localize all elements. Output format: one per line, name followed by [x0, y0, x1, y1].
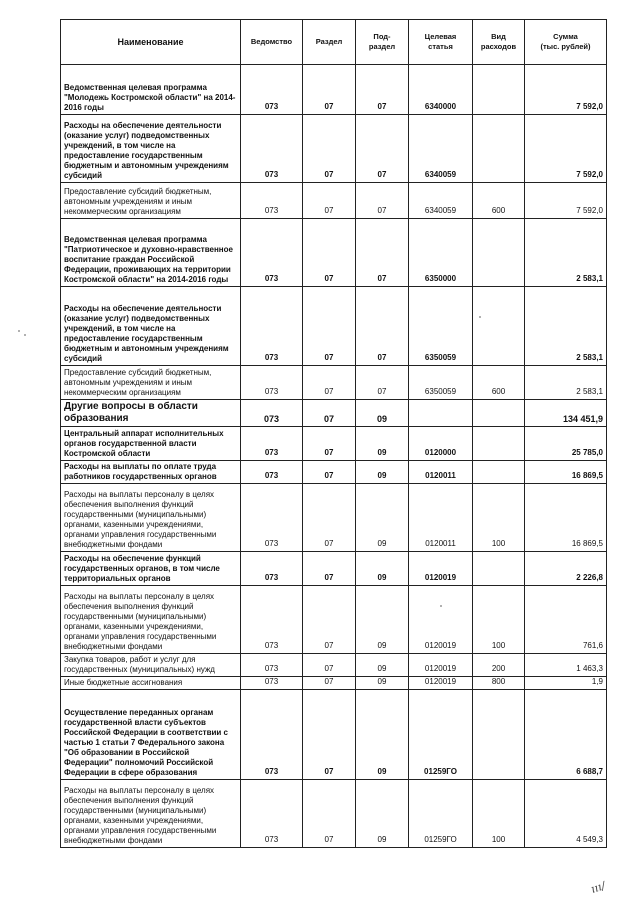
cell-subsection: 09	[356, 780, 409, 848]
cell-section: 07	[303, 287, 356, 366]
header-subsection: Под- раздел	[356, 20, 409, 65]
cell-section: 07	[303, 586, 356, 654]
cell-subsection: 07	[356, 65, 409, 115]
cell-name: Закупка товаров, работ и услуг для государственных (муниципальных) нужд	[61, 654, 241, 677]
cell-name: Расходы на выплаты по оплате труда работников государственных органов	[61, 461, 241, 484]
cell-expense-type	[473, 552, 525, 586]
cell-expense-type	[473, 115, 525, 183]
cell-name: Расходы на обеспечение функций государственных органов, в том числе территориальных органов	[61, 552, 241, 586]
cell-subsection: 09	[356, 677, 409, 690]
header-name: Наименование	[61, 20, 241, 65]
handwritten-page-mark: ııı/	[589, 879, 607, 896]
cell-expense-type: 100	[473, 586, 525, 654]
cell-dept: 073	[241, 552, 303, 586]
cell-target: 6350000	[409, 219, 473, 287]
cell-section: 07	[303, 690, 356, 780]
cell-subsection: 09	[356, 654, 409, 677]
cell-target: 6340000	[409, 65, 473, 115]
cell-target: 0120011	[409, 484, 473, 552]
scan-speck	[440, 605, 442, 607]
cell-subsection: 09	[356, 484, 409, 552]
cell-subsection: 09	[356, 427, 409, 461]
cell-target	[409, 400, 473, 427]
cell-target: 01259ГО	[409, 690, 473, 780]
cell-subsection: 07	[356, 219, 409, 287]
cell-name: Расходы на выплаты персоналу в целях обеспечения выполнения функций государственными (муниципальными) органами, казенными учреждениями, органами управления государственными внебюджетными фондами	[61, 484, 241, 552]
cell-expense-type	[473, 219, 525, 287]
cell-section: 07	[303, 65, 356, 115]
table-row	[61, 366, 607, 400]
table-body	[61, 65, 607, 848]
cell-dept: 073	[241, 65, 303, 115]
cell-dept: 073	[241, 780, 303, 848]
header-target: Целевая статья	[409, 20, 473, 65]
cell-name: Иные бюджетные ассигнования	[61, 677, 241, 690]
cell-amount: 25 785,0	[525, 427, 607, 461]
cell-amount: 6 688,7	[525, 690, 607, 780]
cell-expense-type	[473, 65, 525, 115]
table-row	[61, 654, 607, 677]
cell-target: 0120000	[409, 427, 473, 461]
table-row	[61, 400, 607, 427]
cell-dept: 073	[241, 461, 303, 484]
cell-subsection: 09	[356, 461, 409, 484]
cell-section: 07	[303, 484, 356, 552]
header-section: Раздел	[303, 20, 356, 65]
cell-name: Центральный аппарат исполнительных органов государственной власти Костромской области	[61, 427, 241, 461]
header-amount: Сумма (тыс. рублей)	[525, 20, 607, 65]
cell-expense-type	[473, 287, 525, 366]
cell-amount: 2 226,8	[525, 552, 607, 586]
cell-section: 07	[303, 400, 356, 427]
scan-speck	[24, 334, 26, 336]
cell-section: 07	[303, 654, 356, 677]
cell-expense-type	[473, 461, 525, 484]
cell-dept: 073	[241, 586, 303, 654]
table-row	[61, 115, 607, 183]
cell-subsection: 09	[356, 690, 409, 780]
cell-subsection: 09	[356, 586, 409, 654]
header-expense-type: Вид расходов	[473, 20, 525, 65]
cell-name: Расходы на обеспечение деятельности (оказание услуг) подведомственных учреждений, в том числе на предоставление государственным бюджетным и автономным учреждениям субсидий	[61, 115, 241, 183]
cell-name: Ведомственная целевая программа "Молодежь Костромской области" на 2014-2016 годы	[61, 65, 241, 115]
cell-target: 6350059	[409, 366, 473, 400]
cell-expense-type	[473, 690, 525, 780]
cell-section: 07	[303, 677, 356, 690]
cell-subsection: 07	[356, 183, 409, 219]
cell-expense-type: 800	[473, 677, 525, 690]
cell-target: 6350059	[409, 287, 473, 366]
cell-target: 0120011	[409, 461, 473, 484]
cell-dept: 073	[241, 287, 303, 366]
cell-section: 07	[303, 183, 356, 219]
table-row	[61, 461, 607, 484]
cell-name: Другие вопросы в области образования	[61, 400, 241, 427]
cell-section: 07	[303, 115, 356, 183]
cell-amount: 7 592,0	[525, 183, 607, 219]
budget-table	[60, 19, 607, 848]
cell-target: 6340059	[409, 115, 473, 183]
cell-subsection: 07	[356, 366, 409, 400]
cell-dept: 073	[241, 654, 303, 677]
cell-target: 0120019	[409, 677, 473, 690]
cell-dept: 073	[241, 427, 303, 461]
table-row	[61, 552, 607, 586]
cell-section: 07	[303, 366, 356, 400]
cell-subsection: 07	[356, 115, 409, 183]
cell-expense-type: 100	[473, 484, 525, 552]
table-row	[61, 690, 607, 780]
cell-amount: 761,6	[525, 586, 607, 654]
cell-name: Расходы на выплаты персоналу в целях обеспечения выполнения функций государственными (муниципальными) органами, казенными учреждениями, органами управления государственными внебюджетными фондами	[61, 586, 241, 654]
cell-section: 07	[303, 219, 356, 287]
cell-amount: 1 463,3	[525, 654, 607, 677]
cell-subsection: 09	[356, 552, 409, 586]
cell-dept: 073	[241, 183, 303, 219]
cell-amount: 2 583,1	[525, 219, 607, 287]
cell-amount: 2 583,1	[525, 366, 607, 400]
table-row	[61, 427, 607, 461]
cell-section: 07	[303, 780, 356, 848]
cell-section: 07	[303, 552, 356, 586]
cell-dept: 073	[241, 219, 303, 287]
cell-section: 07	[303, 461, 356, 484]
scan-speck	[18, 330, 20, 332]
budget-table-sheet	[60, 19, 606, 848]
cell-amount: 7 592,0	[525, 65, 607, 115]
table-row	[61, 484, 607, 552]
cell-amount: 16 869,5	[525, 461, 607, 484]
cell-dept: 073	[241, 366, 303, 400]
cell-target: 01259ГО	[409, 780, 473, 848]
cell-expense-type: 200	[473, 654, 525, 677]
cell-name: Ведомственная целевая программа "Патриотическое и духовно-нравственное воспитание граждан Российской Федерации, проживающих на территории Костромской области" на 2014-2016 годы	[61, 219, 241, 287]
cell-name: Предоставление субсидий бюджетным, автономным учреждениям и иным некоммерческим организациям	[61, 366, 241, 400]
cell-amount: 1,9	[525, 677, 607, 690]
cell-target: 0120019	[409, 654, 473, 677]
table-row	[61, 65, 607, 115]
cell-amount: 16 869,5	[525, 484, 607, 552]
table-row	[61, 780, 607, 848]
cell-dept: 073	[241, 484, 303, 552]
table-row	[61, 586, 607, 654]
cell-name: Расходы на обеспечение деятельности (оказание услуг) подведомственных учреждений, в том числе на предоставление государственным бюджетным и автономным учреждениям субсидий	[61, 287, 241, 366]
header-dept: Ведомство	[241, 20, 303, 65]
scan-speck	[479, 316, 481, 318]
cell-subsection: 07	[356, 287, 409, 366]
cell-amount: 7 592,0	[525, 115, 607, 183]
cell-expense-type	[473, 427, 525, 461]
cell-subsection: 09	[356, 400, 409, 427]
table-row	[61, 287, 607, 366]
cell-amount: 4 549,3	[525, 780, 607, 848]
cell-dept: 073	[241, 677, 303, 690]
cell-amount: 134 451,9	[525, 400, 607, 427]
cell-name: Осуществление переданных органам государственной власти субъектов Российской Федерации в соответствии с частью 1 статьи 7 Федерального закона "Об образовании в Российской Федерации" полномочий Российской Федерации в сфере образования	[61, 690, 241, 780]
cell-expense-type: 600	[473, 366, 525, 400]
cell-dept: 073	[241, 400, 303, 427]
cell-section: 07	[303, 427, 356, 461]
cell-target: 0120019	[409, 586, 473, 654]
cell-expense-type	[473, 400, 525, 427]
cell-expense-type: 600	[473, 183, 525, 219]
cell-name: Предоставление субсидий бюджетным, автономным учреждениям и иным некоммерческим организациям	[61, 183, 241, 219]
cell-dept: 073	[241, 690, 303, 780]
cell-dept: 073	[241, 115, 303, 183]
cell-target: 0120019	[409, 552, 473, 586]
table-row	[61, 677, 607, 690]
table-header-row	[61, 20, 607, 65]
cell-target: 6340059	[409, 183, 473, 219]
table-row	[61, 183, 607, 219]
table-row	[61, 219, 607, 287]
cell-amount: 2 583,1	[525, 287, 607, 366]
cell-name: Расходы на выплаты персоналу в целях обеспечения выполнения функций государственными (муниципальными) органами, казенными учреждениями, органами управления государственными внебюджетными фондами	[61, 780, 241, 848]
cell-expense-type: 100	[473, 780, 525, 848]
